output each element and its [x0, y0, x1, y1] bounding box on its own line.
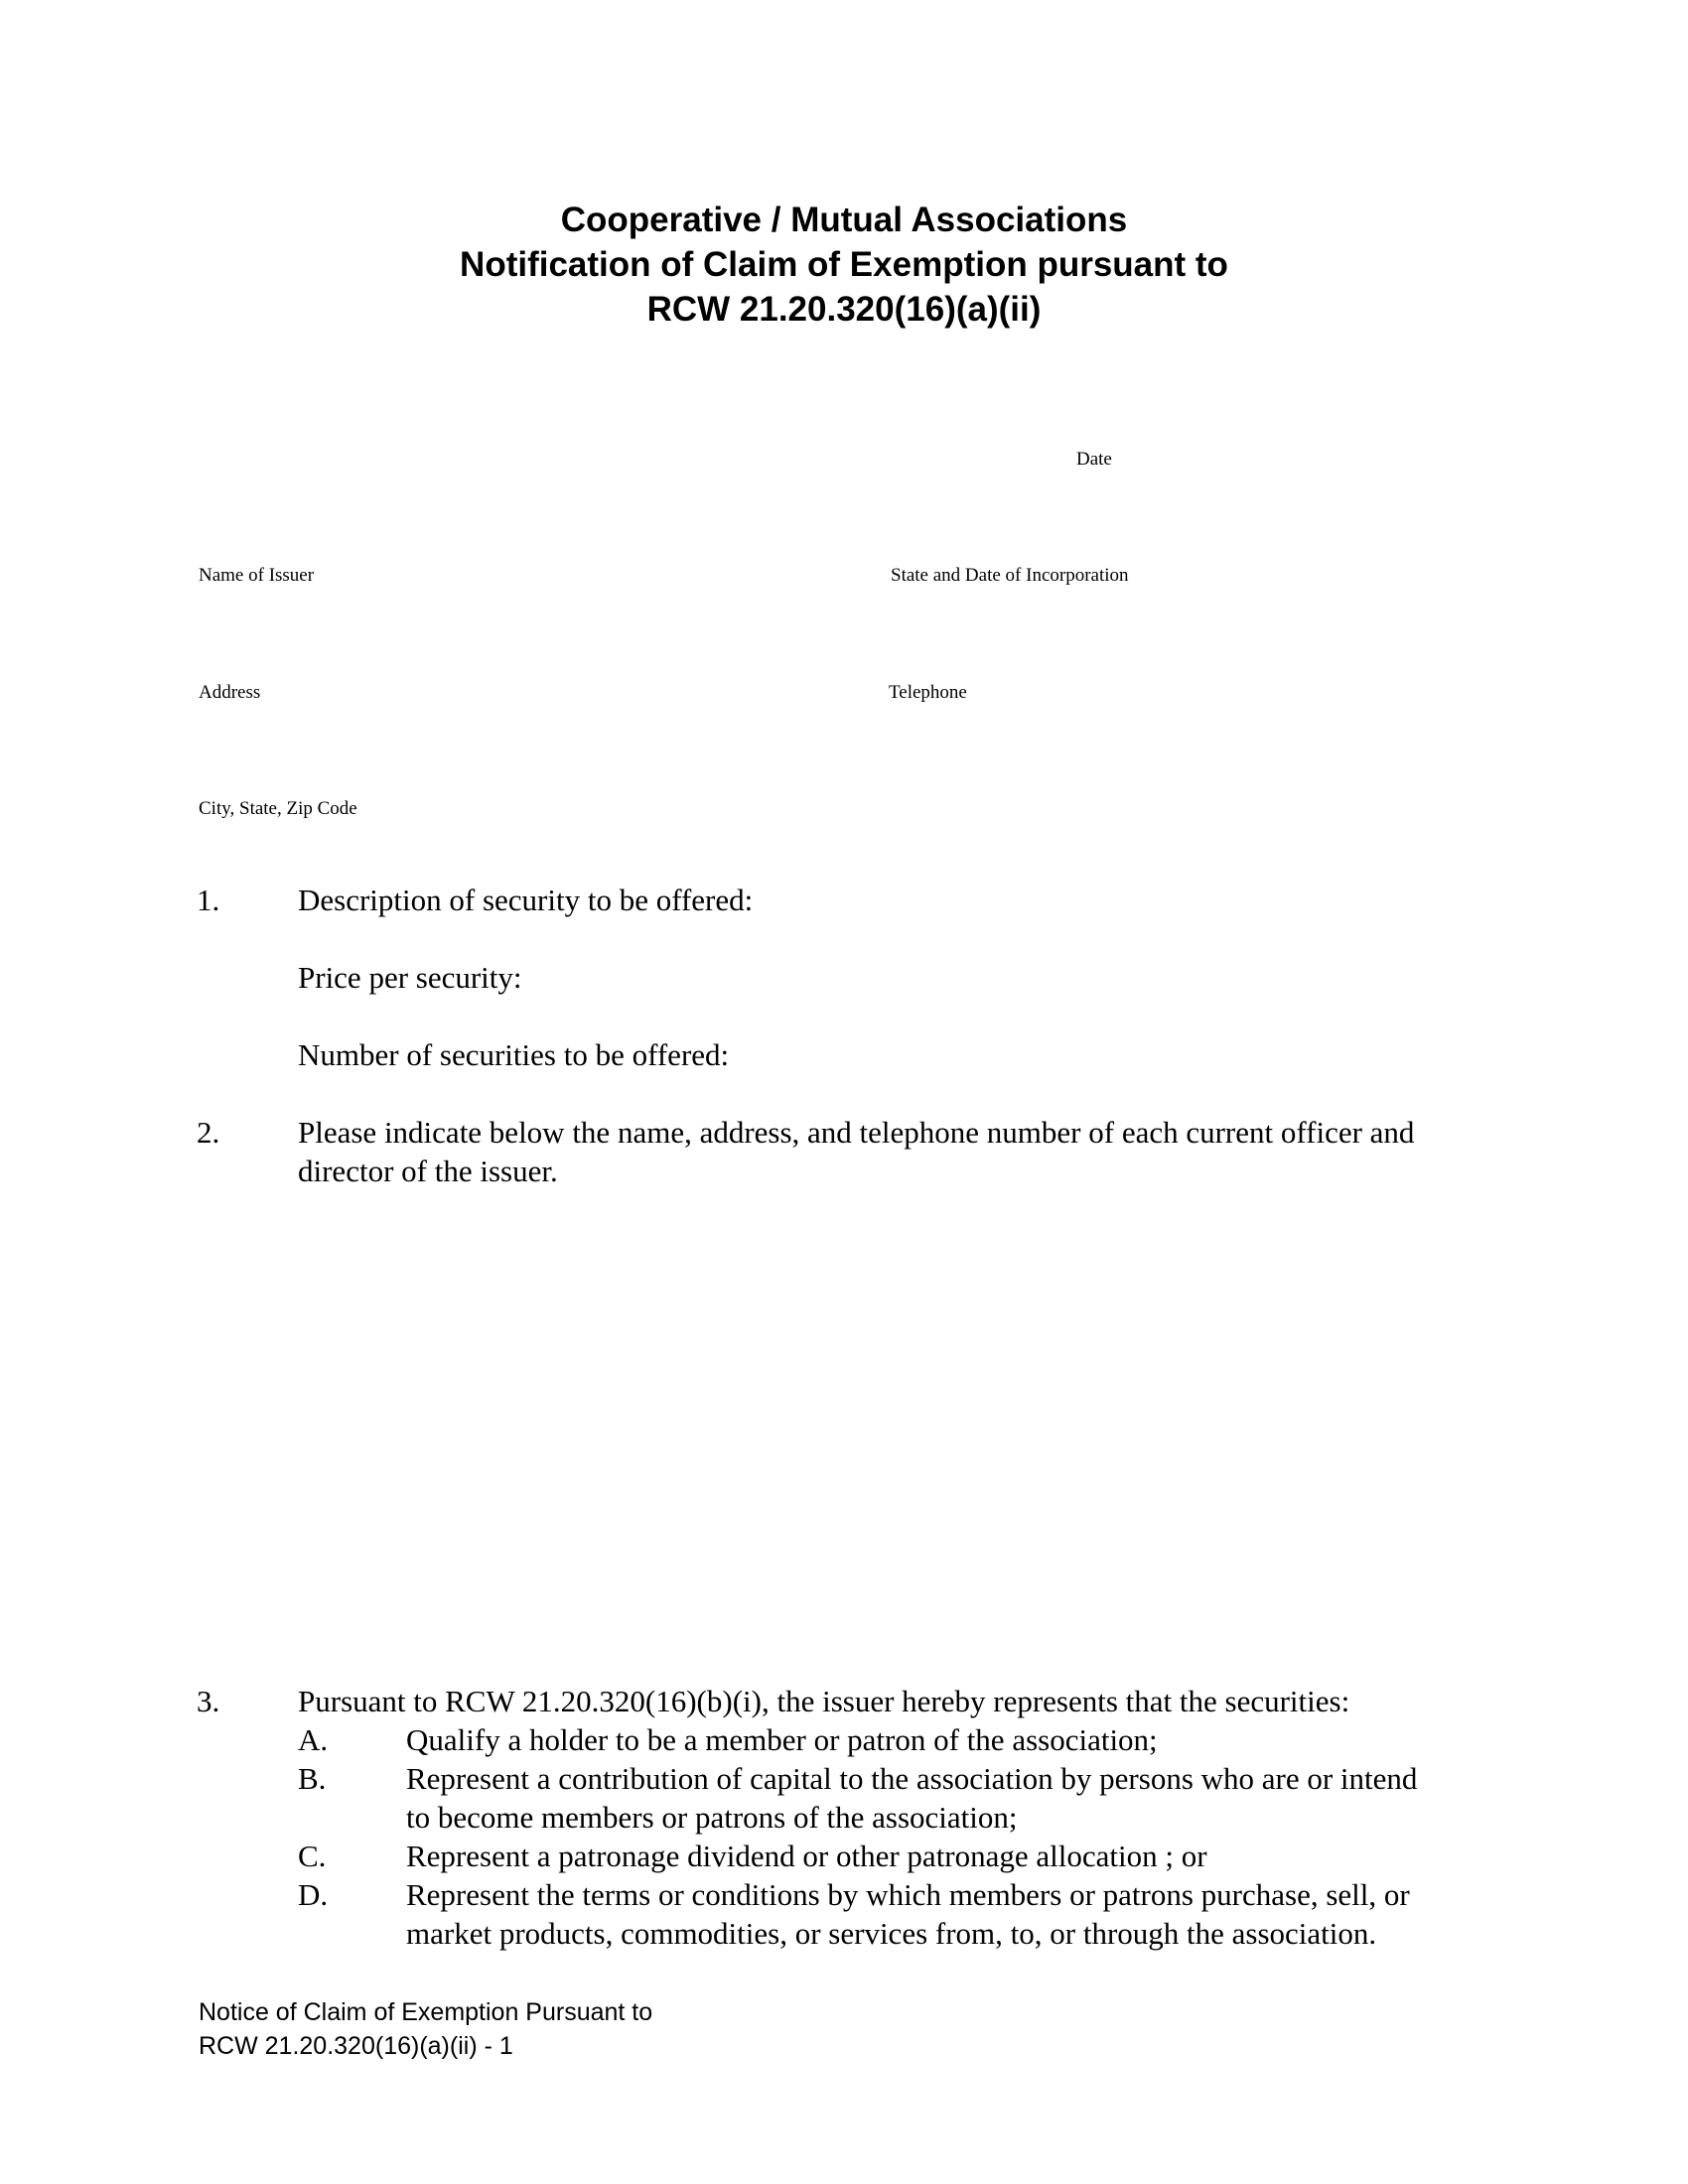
list-item-letter: C.: [298, 1839, 327, 1873]
list-item-text-continued: market products, commodities, or services from, to, or through the association.: [406, 1916, 1377, 1951]
footer-line-2: RCW 21.20.320(16)(a)(ii) - 1: [199, 2032, 513, 2060]
count-label: Number of securities to be offered:: [298, 1037, 730, 1072]
footer-line-1: Notice of Claim of Exemption Pursuant to: [199, 1998, 653, 2026]
section-2-number: 2.: [197, 1115, 220, 1150]
description-label: Description of security to be offered:: [298, 883, 754, 917]
page-title-line-2: Notification of Claim of Exemption pursuant to: [460, 245, 1228, 284]
date-label: Date: [1076, 449, 1112, 470]
address-label: Address: [199, 682, 261, 703]
list-item-letter: A.: [298, 1722, 329, 1757]
list-item-text: Qualify a holder to be a member or patron of the association;: [406, 1722, 1158, 1757]
city-state-zip-label: City, State, Zip Code: [199, 798, 357, 819]
list-item-letter: D.: [298, 1877, 329, 1912]
list-item-text: Represent a contribution of capital to the association by persons who are or intend: [406, 1761, 1418, 1796]
incorporation-label: State and Date of Incorporation: [891, 565, 1129, 586]
section-3-intro: Pursuant to RCW 21.20.320(16)(b)(i), the issuer hereby represents that the securities:: [298, 1684, 1350, 1718]
price-label: Price per security:: [298, 960, 522, 995]
section-1-number: 1.: [197, 883, 220, 917]
list-item-text-continued: to become members or patrons of the association;: [406, 1800, 1018, 1835]
section-2-line-1: Please indicate below the name, address, and telephone number of each current officer and: [298, 1115, 1415, 1150]
section-2-line-2: director of the issuer.: [298, 1154, 558, 1188]
page-title-line-3: RCW 21.20.320(16)(a)(ii): [646, 290, 1042, 329]
page-title-line-1: Cooperative / Mutual Associations: [560, 201, 1128, 239]
issuer-name-label: Name of Issuer: [199, 565, 315, 586]
list-item-text: Represent the terms or conditions by which members or patrons purchase, sell, or: [406, 1877, 1410, 1912]
list-item-letter: B.: [298, 1761, 327, 1796]
section-3-number: 3.: [197, 1684, 220, 1718]
list-item-text: Represent a patronage dividend or other patronage allocation ; or: [406, 1839, 1207, 1873]
telephone-label: Telephone: [889, 682, 967, 703]
